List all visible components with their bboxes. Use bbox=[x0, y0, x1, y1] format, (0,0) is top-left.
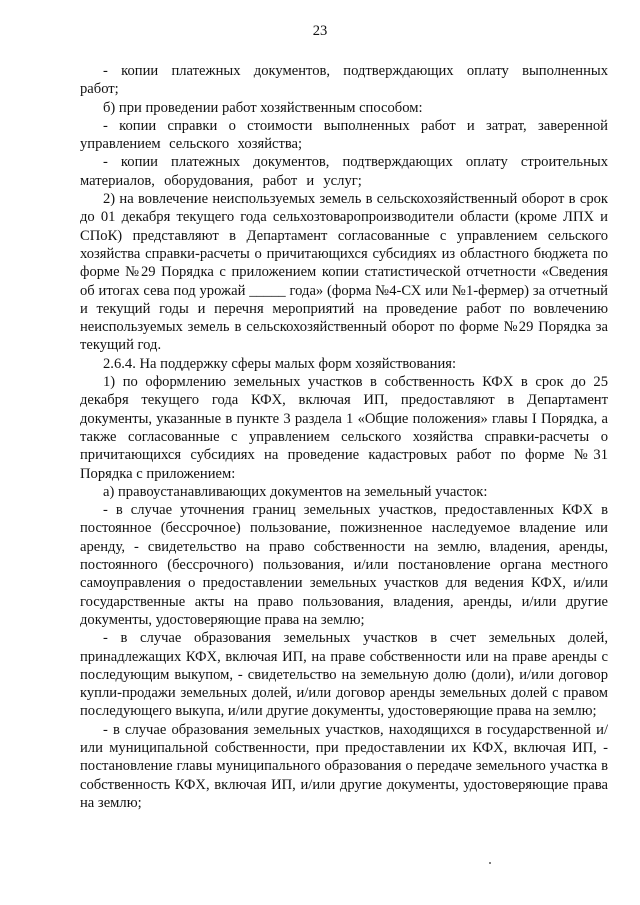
paragraph-land-shares: - в случае образования земельных участков в счет земельных долей, принадлежащих КФХ, включая ИП, на праве собственности или на праве аренды с последующим выкупом, - свидетельство на земельную долю (доли), и/или договор купли-продажи земельных долей, и/или договор аренды земельных долей с правом последующего выкупа, и/или другие документы, удостоверяющие права на землю; bbox=[80, 630, 608, 720]
paragraph-land-registration: 1) по оформлению земельных участков в собственность КФХ в срок до 25 декабря текущего года КФХ, включая ИП, предоставляют в Департамент документы, указанные в пункте 3 раздела 1 «Общие положения» главы I Порядка, а также согласованные с управлением сельского хозяйства справки-расчеты о причитающихся субсидиях на проведение кадастровых работ по форме №31 Порядка с приложением: bbox=[80, 374, 608, 482]
paragraph-cost-certificate: - копии справки о стоимости выполненных работ и затрат, заверенной управлением сельского хозяйства; bbox=[80, 117, 608, 153]
document-body bbox=[80, 62, 608, 812]
paragraph-title-documents: а) правоустанавливающих документов на земельный участок: bbox=[103, 483, 488, 500]
paragraph-small-farms-heading: 2.6.4. На поддержку сферы малых форм хозяйствования: bbox=[103, 355, 457, 372]
page-number: 23 bbox=[312, 23, 328, 39]
paragraph-boundary-clarification: - в случае уточнения границ земельных участков, предоставленных КФХ в постоянное (бессрочное) пользование, пожизненное наследуемое владение или аренду, - свидетельство на право собственности на землю, владения, аренды, постоянного (бессрочного) пользования, и/или постановление органа местного самоуправления о предоставлении земельных участков для ведения КФХ, и/или государственные акты на право пользования, владения, аренды, и/или другие документы, удостоверяющие права на землю; bbox=[80, 502, 608, 628]
paragraph-state-municipal-land: - в случае образования земельных участков, находящихся в государственной и/или муниципальной собственности, при предоставлении их КФХ, включая ИП, - постановление главы муниципального образования о передаче земельного участка в собственность КФХ, включая ИП, и/или другие документы, удостоверяющие права на землю; bbox=[80, 721, 608, 811]
paragraph-economic-method: б) при проведении работ хозяйственным способом: bbox=[103, 99, 423, 116]
scan-speck bbox=[489, 862, 491, 864]
paragraph-unused-land: 2) на вовлечение неиспользуемых земель в сельскохозяйственный оборот в срок до 01 декабря текущего года сельхозтоваропроизводители области (кроме ЛПХ и СПоК) представляют в Департамент согласованные с управлением сельского хозяйства справки-расчеты о причитающихся субсидиях из областного бюджета по форме №29 Порядка с приложением копии статистической отчетности «Сведения об итогах сева под урожай _____ года» (форма №4-СХ или №1-фермер) за отчетный и текущий годы и перечня мероприятий на проведение работ по вовлечению неиспользуемых земель в сельскохозяйственный оборот по форме №29 Порядка за текущий год. bbox=[80, 191, 608, 354]
paragraph-payment-docs-materials: - копии платежных документов, подтверждающих оплату строительных материалов, оборудования, работ и услуг; bbox=[80, 154, 608, 189]
paragraph-payment-docs-works: - копии платежных документов, подтверждающих оплату выполненных работ; bbox=[80, 63, 608, 98]
